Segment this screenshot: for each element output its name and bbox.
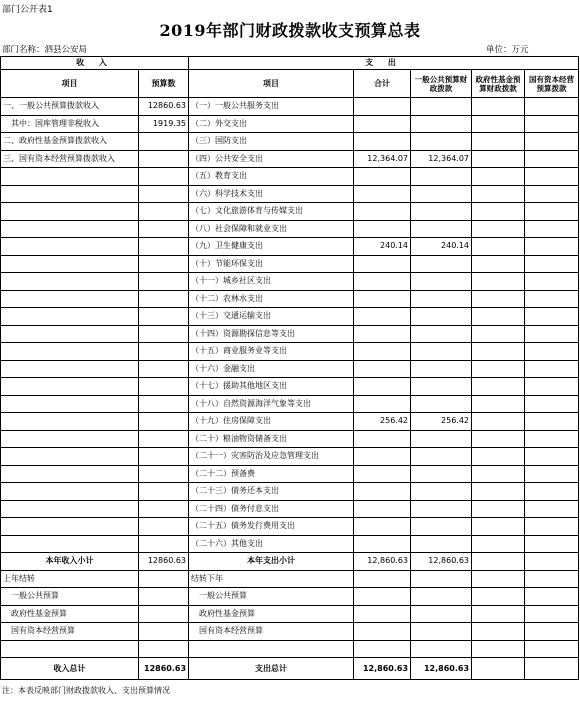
income-item-cell [1,220,139,238]
expense-subtotal-label: 本年支出小计 [189,553,354,571]
income-budget-cell [139,185,189,203]
expense-total-cell [354,465,411,483]
blank-cell [189,640,354,658]
expense-general-cell [411,430,472,448]
carryover-fund [472,605,525,623]
col-header-fund: 政府性基金预算财政拨款 [472,70,525,98]
expense-general-cell [411,518,472,536]
income-item-cell [1,430,139,448]
expense-total-cell [354,500,411,518]
grand-total-row [1,658,579,680]
expense-item-cell: （二十五）债务发行费用支出 [189,518,354,536]
expense-total-cell [354,378,411,396]
table-row [1,150,579,168]
blank-cell [472,640,525,658]
carryover-row [1,623,579,641]
expense-fund-cell [472,378,525,396]
expense-state-cell [525,185,579,203]
expense-general-cell [411,133,472,151]
income-item-cell [1,500,139,518]
income-budget-cell [139,535,189,553]
income-item-cell [1,535,139,553]
col-header-total: 合计 [354,70,411,98]
carryover-expense-label: 结转下年 [189,570,354,588]
income-item-cell [1,308,139,326]
income-item-cell: 其中：国库管理非税收入 [1,115,139,133]
income-budget-cell [139,150,189,168]
table-row [1,465,579,483]
expense-section-header: 支 出 [189,57,579,70]
expense-state-cell [525,378,579,396]
expense-subtotal-fund [472,553,525,571]
expense-total-cell [354,430,411,448]
expense-item-cell: （三）国防支出 [189,133,354,151]
expense-general-cell [411,168,472,186]
income-section-header: 收 入 [1,57,189,70]
expense-general-cell [411,98,472,116]
income-budget-cell [139,220,189,238]
table-row [1,133,579,151]
expense-total-cell [354,220,411,238]
footnote: 注：本表反映部门财政拨款收入、支出预算情况 [2,686,170,695]
col-header-general: 一般公共预算财政拨款 [411,70,472,98]
expense-item-cell: （六）科学技术支出 [189,185,354,203]
expense-subtotal-state [525,553,579,571]
income-budget-cell [139,203,189,221]
blank-cell [1,640,139,658]
col-header-budget: 预算数 [139,70,189,98]
expense-fund-cell [472,518,525,536]
expense-general-cell: 12,364.07 [411,150,472,168]
carryover-fund [472,588,525,606]
expense-item-cell: （二十三）债务还本支出 [189,483,354,501]
income-budget-cell [139,483,189,501]
income-budget-cell [139,343,189,361]
carryover-income-value [139,570,189,588]
expense-general-cell: 256.42 [411,413,472,431]
expense-general-cell [411,273,472,291]
expense-state-cell [525,360,579,378]
carryover-state [525,588,579,606]
expense-item-cell: （十）节能环保支出 [189,255,354,273]
income-budget-cell [139,290,189,308]
expense-general-cell [411,255,472,273]
income-item-cell [1,290,139,308]
expense-total-cell: 12,364.07 [354,150,411,168]
blank-cell [139,640,189,658]
income-budget-cell [139,273,189,291]
expense-state-cell [525,535,579,553]
expense-item-cell: （十五）商业服务业等支出 [189,343,354,361]
table-row [1,238,579,256]
table-row [1,255,579,273]
income-item-cell [1,343,139,361]
carryover-general [411,605,472,623]
expense-state-cell [525,448,579,466]
expense-total-cell [354,448,411,466]
table-row [1,203,579,221]
expense-item-cell: （四）公共安全支出 [189,150,354,168]
carryover-fund [472,623,525,641]
expense-state-cell [525,238,579,256]
table-row [1,290,579,308]
income-item-cell [1,518,139,536]
income-budget-cell [139,255,189,273]
expense-general-cell [411,378,472,396]
income-budget-cell [139,430,189,448]
expense-item-cell: （九）卫生健康支出 [189,238,354,256]
expense-fund-cell [472,273,525,291]
expense-item-cell: （二十一）灾害防治及应急管理支出 [189,448,354,466]
col-header-item2: 项目 [189,70,354,98]
expense-state-cell [525,483,579,501]
carryover-income-label: 政府性基金预算 [1,605,139,623]
expense-total-cell [354,360,411,378]
expense-total-cell [354,483,411,501]
table-row [1,378,579,396]
table-row [1,308,579,326]
carryover-state [525,605,579,623]
income-budget-cell [139,360,189,378]
expense-general-cell [411,343,472,361]
expense-item-cell: （二十四）债务付息支出 [189,500,354,518]
expense-item-cell: （二十）粮油物资储备支出 [189,430,354,448]
expense-general-cell [411,290,472,308]
expense-fund-cell [472,483,525,501]
income-subtotal-label: 本年收入小计 [1,553,139,571]
expense-fund-cell [472,430,525,448]
carryover-state [525,570,579,588]
expense-fund-cell [472,325,525,343]
income-item-cell [1,168,139,186]
page-title: 2019年部门财政拨款收支预算总表 [159,21,421,40]
expense-item-cell: （二十二）预备费 [189,465,354,483]
income-item-cell [1,360,139,378]
expense-fund-cell [472,360,525,378]
expense-item-cell: （二十六）其他支出 [189,535,354,553]
income-budget-cell [139,168,189,186]
expense-general-cell [411,448,472,466]
income-item-cell [1,465,139,483]
expense-total-cell [354,273,411,291]
blank-cell [354,640,411,658]
table-row [1,483,579,501]
expense-fund-cell [472,308,525,326]
expense-fund-cell [472,115,525,133]
expense-item-cell: （十六）金融支出 [189,360,354,378]
income-item-cell [1,325,139,343]
expense-state-cell [525,308,579,326]
expense-state-cell [525,115,579,133]
expense-fund-cell [472,535,525,553]
income-item-cell [1,395,139,413]
table-row [1,500,579,518]
expense-state-cell [525,395,579,413]
expense-general-cell [411,483,472,501]
table-row [1,448,579,466]
carryover-total [354,623,411,641]
expense-general-cell [411,360,472,378]
income-grand-total-value: 12860.63 [139,658,189,680]
carryover-income-value [139,605,189,623]
expense-state-cell [525,413,579,431]
table-row [1,325,579,343]
table-row [1,168,579,186]
income-item-cell [1,203,139,221]
income-budget-cell [139,413,189,431]
carryover-row [1,570,579,588]
expense-fund-cell [472,203,525,221]
expense-state-cell [525,220,579,238]
expense-total-cell [354,535,411,553]
unit-label: 单位：万元 [486,45,529,55]
expense-total-cell [354,133,411,151]
carryover-fund [472,570,525,588]
table-row [1,360,579,378]
carryover-expense-label: 一般公共预算 [189,588,354,606]
expense-total-cell [354,98,411,116]
expense-grand-fund [472,658,525,680]
income-item-cell [1,255,139,273]
expense-total-cell [354,290,411,308]
expense-total-cell [354,518,411,536]
expense-fund-cell [472,220,525,238]
blank-row [1,640,579,658]
expense-state-cell [525,465,579,483]
expense-state-cell [525,203,579,221]
table-row [1,98,579,116]
income-budget-cell [139,500,189,518]
expense-subtotal-general: 12,860.63 [411,553,472,571]
expense-total-cell [354,168,411,186]
carryover-row [1,588,579,606]
income-budget-cell [139,133,189,151]
expense-fund-cell [472,465,525,483]
expense-item-cell: （十四）资源勘探信息等支出 [189,325,354,343]
expense-general-cell: 240.14 [411,238,472,256]
income-item-cell [1,238,139,256]
carryover-general [411,570,472,588]
expense-state-cell [525,168,579,186]
expense-fund-cell [472,150,525,168]
table-row [1,115,579,133]
expense-total-cell [354,325,411,343]
expense-general-cell [411,308,472,326]
expense-total-cell: 240.14 [354,238,411,256]
expense-fund-cell [472,185,525,203]
expense-fund-cell [472,343,525,361]
col-header-item: 项目 [1,70,139,98]
expense-total-cell: 256.42 [354,413,411,431]
income-item-cell [1,378,139,396]
carryover-general [411,623,472,641]
table-row [1,343,579,361]
expense-general-cell [411,535,472,553]
income-item-cell [1,413,139,431]
expense-fund-cell [472,395,525,413]
carryover-income-label: 国有资本经营预算 [1,623,139,641]
expense-state-cell [525,430,579,448]
expense-general-cell [411,185,472,203]
expense-state-cell [525,518,579,536]
income-budget-cell [139,238,189,256]
table-row [1,220,579,238]
expense-general-cell [411,395,472,413]
expense-item-cell: （十七）援助其他地区支出 [189,378,354,396]
expense-state-cell [525,133,579,151]
expense-general-cell [411,500,472,518]
income-budget-cell: 1919.35 [139,115,189,133]
budget-table [0,56,579,680]
expense-general-cell [411,465,472,483]
expense-grand-state [525,658,579,680]
table-row [1,395,579,413]
expense-state-cell [525,343,579,361]
income-item-cell [1,483,139,501]
expense-state-cell [525,325,579,343]
expense-subtotal-total: 12,860.63 [354,553,411,571]
blank-cell [525,640,579,658]
expense-grand-total-label: 支出总计 [189,658,354,680]
expense-total-cell [354,343,411,361]
carryover-row [1,605,579,623]
expense-general-cell [411,115,472,133]
expense-item-cell: （十三）交通运输支出 [189,308,354,326]
income-subtotal-value: 12860.63 [139,553,189,571]
expense-item-cell: （十二）农林水支出 [189,290,354,308]
expense-general-cell [411,220,472,238]
expense-total-cell [354,115,411,133]
income-item-cell [1,185,139,203]
expense-grand-total: 12,860.63 [354,658,411,680]
expense-fund-cell [472,238,525,256]
income-budget-cell [139,448,189,466]
expense-state-cell [525,150,579,168]
income-budget-cell [139,325,189,343]
table-row [1,518,579,536]
carryover-expense-label: 国有资本经营预算 [189,623,354,641]
expense-item-cell: （七）文化旅游体育与传媒支出 [189,203,354,221]
carryover-total [354,570,411,588]
expense-general-cell [411,325,472,343]
table-row [1,413,579,431]
income-budget-cell [139,465,189,483]
expense-total-cell [354,308,411,326]
carryover-income-label: 上年结转 [1,570,139,588]
expense-item-cell: （五）教育支出 [189,168,354,186]
expense-grand-general: 12,860.63 [411,658,472,680]
expense-fund-cell [472,290,525,308]
expense-general-cell [411,203,472,221]
table-row [1,273,579,291]
expense-item-cell: （八）社会保障和就业支出 [189,220,354,238]
table-row [1,185,579,203]
subtotal-row [1,553,579,571]
expense-item-cell: （二）外交支出 [189,115,354,133]
expense-total-cell [354,203,411,221]
expense-fund-cell [472,133,525,151]
income-item-cell: 三、国有资本经营预算拨款收入 [1,150,139,168]
expense-fund-cell [472,413,525,431]
carryover-total [354,588,411,606]
carryover-total [354,605,411,623]
carryover-state [525,623,579,641]
income-budget-cell [139,518,189,536]
table-number-label: 部门公开表1 [2,5,53,15]
expense-fund-cell [472,500,525,518]
carryover-income-value [139,623,189,641]
expense-item-cell: （十八）自然资源海洋气象等支出 [189,395,354,413]
income-budget-cell [139,378,189,396]
blank-cell [411,640,472,658]
expense-fund-cell [472,255,525,273]
carryover-general [411,588,472,606]
expense-state-cell [525,98,579,116]
carryover-income-label: 一般公共预算 [1,588,139,606]
income-item-cell [1,448,139,466]
income-budget-cell: 12860.63 [139,98,189,116]
income-budget-cell [139,308,189,326]
expense-fund-cell [472,168,525,186]
expense-item-cell: （一）一般公共服务支出 [189,98,354,116]
col-header-state: 国有资本经营预算拨款 [525,70,579,98]
expense-fund-cell [472,448,525,466]
expense-total-cell [354,395,411,413]
expense-total-cell [354,255,411,273]
expense-state-cell [525,255,579,273]
carryover-expense-label: 政府性基金预算 [189,605,354,623]
table-row [1,535,579,553]
table-row [1,430,579,448]
expense-fund-cell [472,98,525,116]
expense-state-cell [525,500,579,518]
income-budget-cell [139,395,189,413]
income-item-cell: 二、政府性基金预算拨款收入 [1,133,139,151]
expense-total-cell [354,185,411,203]
department-name: 部门名称：泗县公安局 [2,45,88,55]
expense-state-cell [525,273,579,291]
expense-item-cell: （十九）住房保障支出 [189,413,354,431]
expense-item-cell: （十一）城乡社区支出 [189,273,354,291]
carryover-income-value [139,588,189,606]
income-item-cell: 一、一般公共预算拨款收入 [1,98,139,116]
expense-state-cell [525,290,579,308]
income-item-cell [1,273,139,291]
income-grand-total-label: 收入总计 [1,658,139,680]
